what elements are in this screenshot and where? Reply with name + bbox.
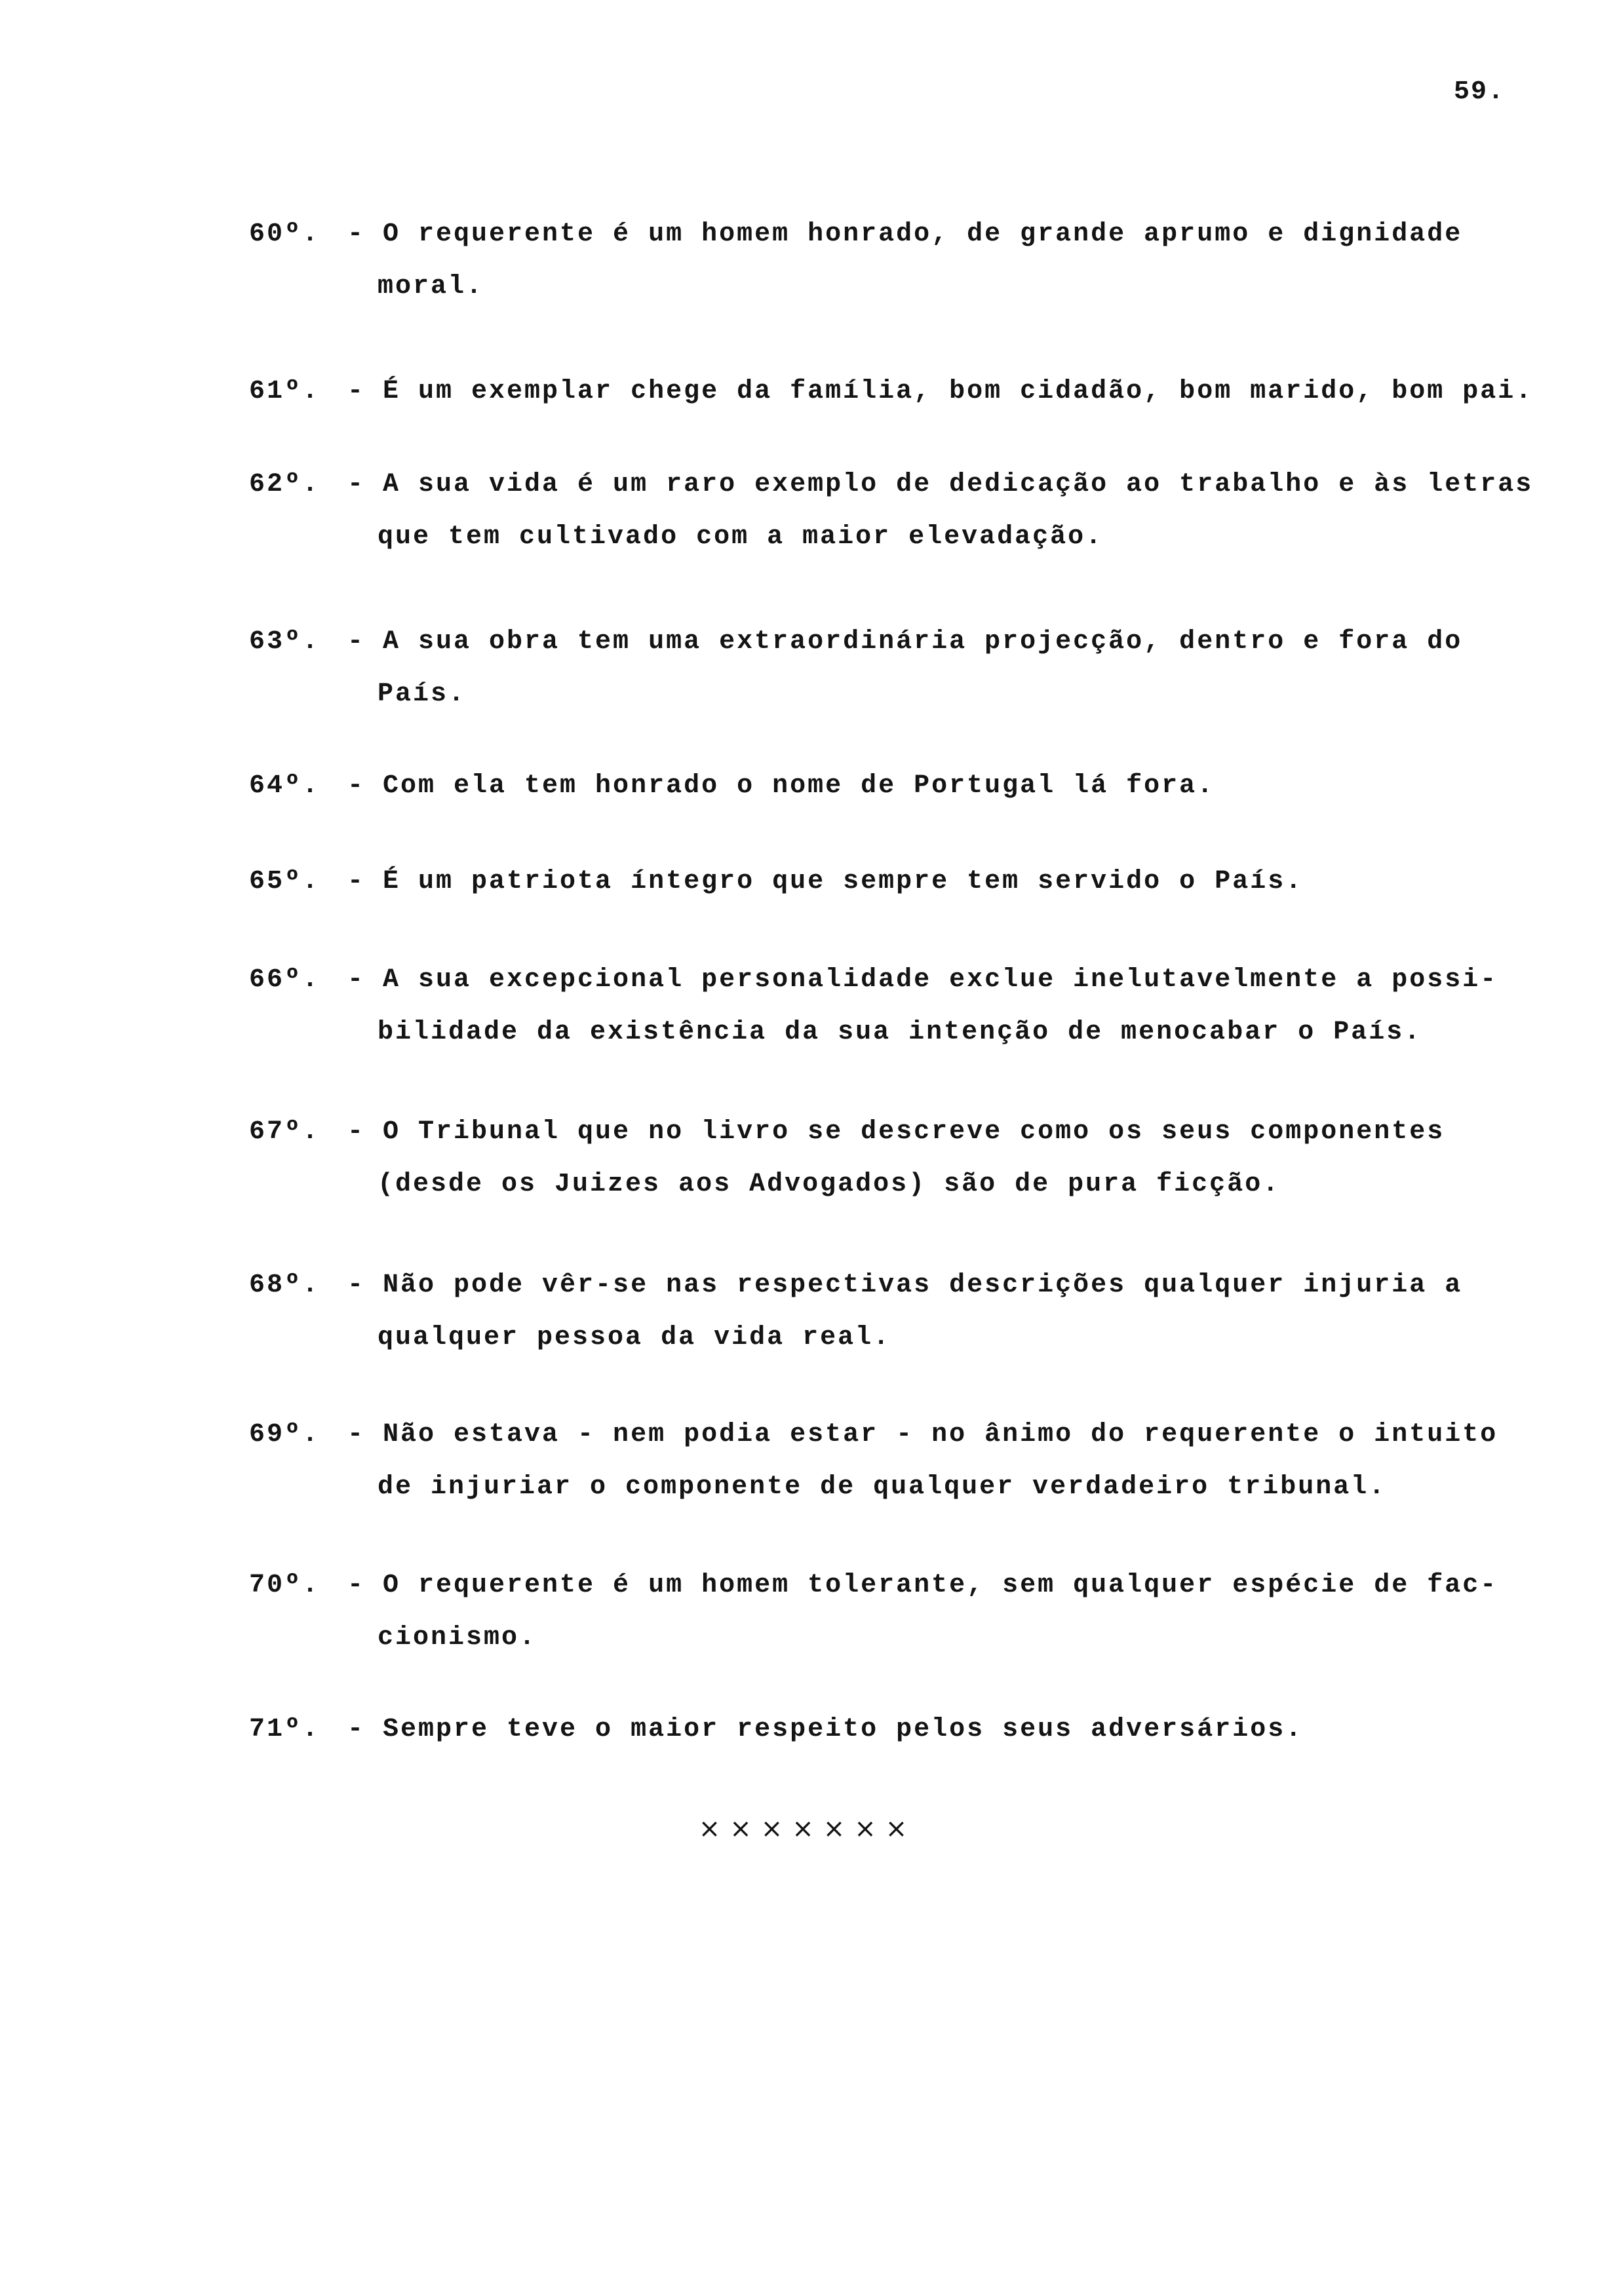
- article-number: 62º.: [249, 470, 321, 499]
- article-text: [347, 1259, 1566, 1364]
- article-line: - Não pode vêr-se nas respectivas descrições qualquer injuria a: [347, 1271, 1463, 1300]
- article-text: [347, 366, 1566, 418]
- article-line: que tem cultivado com a maior elevadação.: [378, 522, 1104, 552]
- article-text: [347, 1106, 1566, 1211]
- article-line: - O Tribunal que no livro se descreve como os seus componentes: [347, 1117, 1445, 1147]
- article-number: 61º.: [249, 377, 321, 406]
- article-number: 63º.: [249, 627, 321, 657]
- article-number: 65º.: [249, 867, 321, 896]
- end-separator: ×××××××: [698, 1814, 917, 1844]
- article-text: [347, 208, 1566, 313]
- article-number: 67º.: [249, 1117, 321, 1147]
- article-line: - O requerente é um homem honrado, de grande aprumo e dignidade: [347, 220, 1463, 249]
- article-line: moral.: [378, 272, 484, 301]
- article-line: País.: [378, 679, 467, 709]
- article-line: - É um patriota íntegro que sempre tem servido o País.: [347, 867, 1304, 896]
- article-text: [347, 1559, 1566, 1664]
- article-text: [347, 459, 1566, 564]
- article-line: - A sua excepcional personalidade exclue inelutavelmente a possi-: [347, 965, 1498, 995]
- article-text: [347, 856, 1566, 908]
- article-text: [347, 616, 1566, 721]
- article-line: - Com ela tem honrado o nome de Portugal lá fora.: [347, 771, 1215, 801]
- page-number: 59.: [1453, 77, 1505, 107]
- article-line: qualquer pessoa da vida real.: [378, 1323, 891, 1352]
- article-text: [347, 954, 1566, 1059]
- article-line: de injuriar o componente de qualquer verdadeiro tribunal.: [378, 1472, 1387, 1502]
- article-line: - A sua vida é um raro exemplo de dedicação ao trabalho e às letras: [347, 470, 1534, 499]
- article-text: [347, 1704, 1566, 1756]
- article-number: 66º.: [249, 965, 321, 995]
- article-line: - É um exemplar chege da família, bom cidadão, bom marido, bom pai.: [347, 377, 1534, 406]
- article-number: 69º.: [249, 1420, 321, 1449]
- article-text: [347, 1409, 1566, 1514]
- article-number: 60º.: [249, 220, 321, 249]
- article-line: cionismo.: [378, 1623, 537, 1653]
- article-text: [347, 760, 1566, 813]
- article-number: 70º.: [249, 1571, 321, 1600]
- article-line: - Não estava - nem podia estar - no ânimo do requerente o intuito: [347, 1420, 1498, 1449]
- article-number: 71º.: [249, 1715, 321, 1744]
- article-line: (desde os Juizes aos Advogados) são de pura ficção.: [378, 1170, 1281, 1199]
- article-line: - Sempre teve o maior respeito pelos seus adversários.: [347, 1715, 1304, 1744]
- article-number: 64º.: [249, 771, 321, 801]
- article-line: bilidade da existência da sua intenção de menocabar o País.: [378, 1018, 1422, 1047]
- article-number: 68º.: [249, 1271, 321, 1300]
- article-line: - A sua obra tem uma extraordinária projecção, dentro e fora do: [347, 627, 1463, 657]
- article-line: - O requerente é um homem tolerante, sem qualquer espécie de fac-: [347, 1571, 1498, 1600]
